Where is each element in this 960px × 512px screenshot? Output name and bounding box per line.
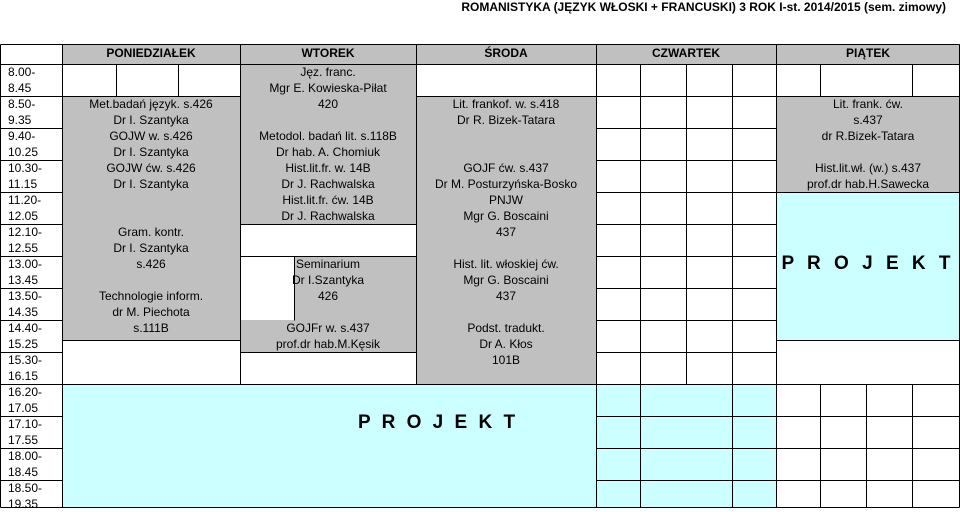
- time-slot-label: 12.10- 12.55: [8, 225, 43, 255]
- class-block: Met.badań język. s.426 Dr I. Szantyka: [89, 97, 213, 127]
- class-block: Jęz. franc. Mgr E. Kowieska-Piłat 420: [269, 65, 387, 111]
- projekt-label-friday: P R O J E K T: [781, 253, 955, 274]
- class-block: Lit. frankof. w. s.418 Dr R. Bizek-Tatara: [452, 97, 560, 127]
- time-slot-label: 8.50- 9.35: [8, 97, 36, 127]
- projekt-area-bottom: [62, 384, 776, 508]
- time-slot-label: 14.40- 15.25: [8, 321, 43, 351]
- page-title: ROMANISTYKA (JĘZYK WŁOSKI + FRANCUSKI) 3 ROK I-st. 2014/2015 (sem. zimowy): [461, 0, 946, 14]
- class-block: GOJFr w. s.437 prof.dr hab.M.Kęsik: [275, 321, 381, 351]
- class-block: Metodol. badań lit. s.118B Dr hab. A. Chomiuk: [259, 129, 397, 159]
- day-header-monday: PONIEDZIAŁEK: [106, 46, 196, 60]
- class-block: GOJF ćw. s.437 Dr M. Posturzyńska-Bosko: [434, 161, 578, 191]
- day-header-thursday: CZWARTEK: [652, 46, 720, 60]
- time-slot-label: 13.50- 14.35: [8, 289, 43, 319]
- class-block: Gram. kontr. Dr I. Szantyka s.426: [113, 225, 189, 271]
- time-slot-label: 8.00- 8.45: [8, 65, 36, 95]
- projekt-label-bottom: P R O J E K T: [358, 412, 519, 433]
- class-block: Podst. tradukt. Dr A. Kłos 101B: [467, 321, 545, 367]
- day-header-wednesday: ŚRODA: [484, 46, 528, 60]
- time-slot-label: 17.10- 17.55: [8, 417, 43, 447]
- class-block: GOJW ćw. s.426 Dr I. Szantyka: [106, 161, 196, 191]
- class-block: Hist.lit.wł. (w.) s.437 prof.dr hab.H.Sawecka: [806, 161, 930, 191]
- class-block: GOJW w. s.426 Dr I. Szantyka: [109, 129, 193, 159]
- time-slot-label: 15.30- 16.15: [8, 353, 43, 383]
- time-slot-label: 13.00- 13.45: [8, 257, 43, 287]
- time-slot-label: 16.20- 17.05: [8, 385, 43, 415]
- class-block: Hist.lit.fr. ćw. 14B Dr J. Rachwalska: [281, 193, 375, 223]
- time-slot-label: 11.20- 12.05: [8, 193, 42, 223]
- time-slot-label: 9.40- 10.25: [8, 129, 39, 159]
- schedule-table: [0, 44, 960, 511]
- class-block: Hist. lit. włoskiej ćw. Mgr G. Boscaini 437: [453, 257, 559, 303]
- class-block: Seminarium Dr I.Szantyka 426: [291, 257, 365, 303]
- time-slot-label: 18.00- 18.45: [8, 449, 43, 479]
- class-block: Hist.lit.fr. w. 14B Dr J. Rachwalska: [281, 161, 375, 191]
- time-slot-label: 18.50- 19.35: [8, 481, 43, 511]
- class-block: Lit. frank. ćw. s.437 dr R.Bizek-Tatara: [821, 97, 915, 143]
- day-header-tuesday: WTOREK: [301, 46, 355, 60]
- day-header-friday: PIĄTEK: [845, 46, 890, 60]
- time-slot-label: 10.30- 11.15: [8, 161, 43, 191]
- class-block: PNJW Mgr G. Boscaini 437: [463, 193, 549, 239]
- class-block: Technologie inform. dr M. Piechota s.111B: [98, 289, 204, 335]
